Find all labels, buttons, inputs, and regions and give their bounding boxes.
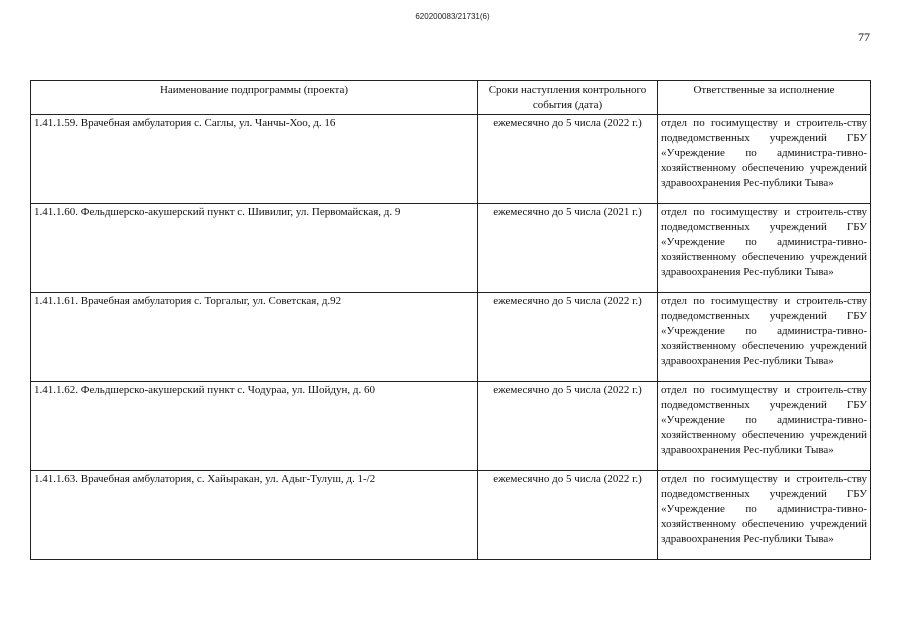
header-responsible: Ответственные за исполнение [658, 81, 871, 115]
responsible-cell: отдел по госимуществу и строитель-ству подведомственных учреждений ГБУ «Учреждение по администра-тивно-хозяйственному обеспечению учреждений здравоохранения Рес-публики Тыва» [658, 382, 871, 471]
table-row [31, 204, 871, 293]
deadline-cell: ежемесячно до 5 числа (2021 г.) [478, 204, 658, 293]
program-name-cell: 1.41.1.60. Фельдшерско-акушерский пункт с. Шивилиг, ул. Первомайская, д. 9 [31, 204, 478, 293]
responsible-cell: отдел по госимуществу и строитель-ству подведомственных учреждений ГБУ «Учреждение по администра-тивно-хозяйственному обеспечению учреждений здравоохранения Рес-публики Тыва» [658, 293, 871, 382]
deadline-cell: ежемесячно до 5 числа (2022 г.) [478, 382, 658, 471]
table-header-row [31, 81, 871, 115]
document-id: 620200083/21731(6) [415, 12, 490, 21]
program-name-cell: 1.41.1.62. Фельдшерско-акушерский пункт с. Чодураа, ул. Шойдун, д. 60 [31, 382, 478, 471]
table-row [31, 382, 871, 471]
header-program-name: Наименование подпрограммы (проекта) [31, 81, 478, 115]
deadline-cell: ежемесячно до 5 числа (2022 г.) [478, 293, 658, 382]
deadline-cell: ежемесячно до 5 числа (2022 г.) [478, 471, 658, 560]
page-number: 77 [858, 30, 870, 44]
header-deadline: Сроки наступления контрольного события (дата) [478, 81, 658, 115]
program-name-cell: 1.41.1.61. Врачебная амбулатория с. Торгалыг, ул. Советская, д.92 [31, 293, 478, 382]
deadline-cell: ежемесячно до 5 числа (2022 г.) [478, 115, 658, 204]
responsible-cell: отдел по госимуществу и строитель-ству подведомственных учреждений ГБУ «Учреждение по администра-тивно-хозяйственному обеспечению учреждений здравоохранения Рес-публики Тыва» [658, 471, 871, 560]
table-row [31, 293, 871, 382]
program-name-cell: 1.41.1.59. Врачебная амбулатория с. Саглы, ул. Чанчы-Хоо, д. 16 [31, 115, 478, 204]
responsible-cell: отдел по госимуществу и строитель-ству подведомственных учреждений ГБУ «Учреждение по администра-тивно-хозяйственному обеспечению учреждений здравоохранения Рес-публики Тыва» [658, 115, 871, 204]
table-row [31, 471, 871, 560]
table-row [31, 115, 871, 204]
program-name-cell: 1.41.1.63. Врачебная амбулатория, с. Хайыракан, ул. Адыг-Тулуш, д. 1-/2 [31, 471, 478, 560]
responsible-cell: отдел по госимуществу и строитель-ству подведомственных учреждений ГБУ «Учреждение по администра-тивно-хозяйственному обеспечению учреждений здравоохранения Рес-публики Тыва» [658, 204, 871, 293]
program-table [30, 80, 871, 560]
